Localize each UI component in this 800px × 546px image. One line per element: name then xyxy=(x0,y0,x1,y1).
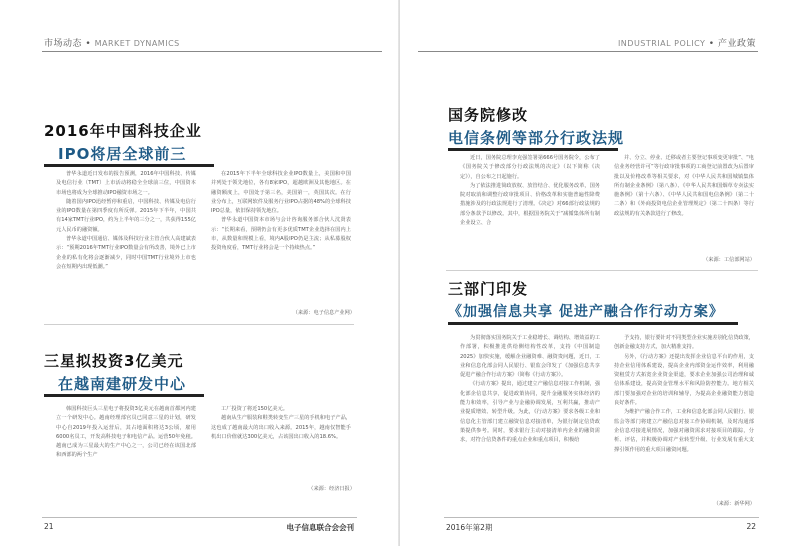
article-3-title-line2: 电信条例等部分行政法规 xyxy=(448,129,625,147)
article-2-source: （来源：经济日报） xyxy=(308,486,355,492)
paragraph: 普华永道中国通信、媒体及科技行业主管合伙人高建斌表示：“预期2016年TMT行业IPO数量会有所改善，境外已上市企业的私有化将会逐渐减少，同时中国TMT行业境外上市也会在短期内出现低潮。” xyxy=(56,236,196,270)
article-1-title-rule xyxy=(44,164,214,167)
paragraph: 工厂投资了将近150亿美元。 xyxy=(221,406,288,412)
paragraph: 为了依法推进简政放权、放管结合、优化服务改革，国务院对取消和调整行政审批项目、价格改革和实施普遍性降费措施涉及的行政法规进行了清理。《决定》对66部行政法规的部分条款予以修改。其中，根据国务院关于“减循集体所有制企业设立、合 xyxy=(460,182,600,227)
article-divider xyxy=(446,270,758,271)
article-4-source: （来源：新华网） xyxy=(713,501,755,507)
article-1-title-line1: 2016年中国科技企业 xyxy=(44,122,202,140)
article-2-title-line2: 在越南建研发中心 xyxy=(58,375,187,393)
page-number-left: 21 xyxy=(44,522,54,531)
article-4-title-line1: 三部门印发 xyxy=(448,280,529,298)
section-title-en: MARKET DYNAMICS xyxy=(94,39,180,48)
article-divider xyxy=(44,324,354,325)
paragraph: 普华永道近日发布的报告预测，2016年中国科技、传媒及电信行业（TMT）上市活动将稳全全球前三位，中国资本市场也将成为全球推动IPO融资市场之一。 xyxy=(56,171,196,196)
article-3-title xyxy=(448,104,624,148)
paragraph: 韩国科技巨头三星电子将投资3亿美元在越南首都河内建立一个研发中心。越南经理部官员已同意三星的计划，研发中心自2019年投入运营后，其占地面积将达3公顷，雇用6000名员工，开发高科技电子和电信产品。运营50年免租。越南已成为三星最大的生产中心之一，公司已经在该国北部和西部的两个生产 xyxy=(56,406,196,459)
article-2-title-rule xyxy=(44,394,204,397)
article-3-title-line1: 国务院修改 xyxy=(448,106,529,124)
article-1-column-2 xyxy=(211,170,351,254)
footer-rule-right xyxy=(444,517,759,518)
paragraph: 另外，《行动方案》还提出发挥企业信息平台的作用，支持企业信用体系建设，提高企业内部资金运作效率，利用融资租赁方式拓宽企业资金渠道，要求企业加强公司治理和诚信体系建设，提高资金管理水平和风险防控能力。地方相关部门要加强对企业的培训和辅导，为提高企业融资能力创造良好条件。 xyxy=(614,353,754,407)
paragraph: 《行动方案》提出，通过建立产融信息对接工作机制，强化部企信息共享，促进政策协同，提升金融服务实体经济的能力和效率，引导产业与金融协调发展，互利共赢，推动产业提质增效、转型升级。为此，《行动方案》要求各级工业和信息化主管部门建立融资信息对接清单，为银行制定信贷政策提供参考。同时，要求银行主动对接清单内企业的融资需求，对符合信贷条件的重点企业和重点项目，积极给 xyxy=(460,381,600,444)
paragraph: 为维护产融合作工作，工业和信息化部会同人民银行、银监会等部门将建立产融信息对接工作协调机制，及时沟通部企信息对接进展情况，加强对融资需求对接项目的跟踪，分析、评估，并积极协调对产业转型升级、行业发展有重大支撑引领作用的重大项目融资问题。 xyxy=(614,409,754,453)
page-number-right: 22 xyxy=(746,522,756,531)
paragraph: 为贯彻落实国务院关于工业稳增长、调结构、增效益的工作部署，积极推进供给侧结构性改革，支持《中国制造2025》加快实施，缓解企业融资难、融资贵问题，近日，工业和信息化部会同人民银行、银监会印发了《加强信息共享 促进产融合作行动方案》（简称《行动方案》）。 xyxy=(460,335,600,379)
article-4-title-rule xyxy=(448,322,738,325)
section-title-en: INDUSTRIAL POLICY xyxy=(617,39,706,48)
section-header-right xyxy=(618,36,756,49)
article-4-column-2 xyxy=(614,334,754,455)
article-3-title-rule xyxy=(448,148,618,151)
journal-name: 电子信息联合会会刊 xyxy=(286,523,354,532)
article-1-source: （来源：电子信息产业网） xyxy=(292,310,355,316)
bullet-separator: • xyxy=(85,39,92,49)
article-1-title-line2: IPO将居全球前三 xyxy=(58,145,187,163)
header-rule xyxy=(42,51,382,52)
article-1-title xyxy=(44,120,202,164)
article-2-title xyxy=(44,350,186,394)
paragraph: 并、分立、停业、迁移或者主要登记事项变更审批”、“电信业务经营许可”等行政审批事项的工商登记前置改为后置审批以及价格改革等相关要求，对《中华人民共和国城镇集体所有制企业条例》（第八条）、《中华人民共和国烟草专卖法实施条例》（第十六条）、《中华人民共和国电信条例》（第二十二条）和《外商投资电信企业管理规定》（第二十四条）等行政法规的有关条款进行了修改。 xyxy=(614,155,754,217)
paragraph: 在2015年下半年全球科技企业IPO数量上，美国和中国并列处于领先地位，各有8家IPO，超越欧洲及其他地区。在融资额度上，中国处于第三名，美国第一，英国其次。在行业分布上，互联网软件及服务行业IPO占据的48%的全球科技IPO总量，依旧保持领先地位。 xyxy=(211,171,351,215)
section-title-cn: 市场动态 xyxy=(44,39,83,49)
article-1-column-1 xyxy=(56,170,196,272)
article-2-column-2 xyxy=(211,405,351,442)
article-4-title xyxy=(448,278,724,321)
right-page xyxy=(400,0,800,546)
paragraph: 越南从生产服装和鞋类转变生产三星的手机和电子产品，这也成了越南最大的出口收入来源。2015年，越南仅智能手机出口价值就达300亿美元，占该国出口收入的18.6%。 xyxy=(211,415,351,440)
article-3-column-2 xyxy=(614,154,754,219)
section-title-cn: 产业政策 xyxy=(717,39,756,49)
issue-label: 2016年第2期 xyxy=(446,523,493,532)
article-4-title-line2: 《加强信息共享 促进产融合作行动方案》 xyxy=(448,304,724,320)
paragraph: 予支持，银行要针对不同类型企业实施差别化信贷政策，创新金融支持方式，加大精准支持。 xyxy=(614,335,754,351)
article-3-column-1 xyxy=(460,154,600,228)
section-header-left xyxy=(44,36,180,49)
paragraph: 随着国内IPO迅经暂停和重启，中国科技、传媒及电信行业的IPO数量在第四季度有所反弹。2015年下半年，中国共有14家TMT行业IPO，约为上半年的三分之一，共获得155亿元人民币的融资额。 xyxy=(56,198,196,233)
paragraph: 近日，国务院总理李克强签署第666号国务院令，公布了《国务院关于修改部分行政法规的决定》（以下简称《决定》），自公布之日起施行。 xyxy=(460,155,600,180)
article-4-column-1 xyxy=(460,334,600,446)
article-2-title-line1: 三星拟投资3亿美元 xyxy=(44,352,184,370)
article-2-column-1 xyxy=(56,405,196,461)
article-3-source: （来源：工信部网站） xyxy=(703,257,755,263)
bullet-separator: • xyxy=(708,39,715,49)
footer-rule-left xyxy=(42,517,357,518)
header-rule xyxy=(418,51,758,52)
paragraph: 普华永道中国资本市场与会计咨询服务部合伙人沈贤表示：“长期来看，预期仍会有更多优质TMT企业选择在国内上市，从数量和规模上看，境内A股IPO仍是主流；从私募股权投资角度看，TMT行业将会是一个持续热点。” xyxy=(211,217,351,252)
